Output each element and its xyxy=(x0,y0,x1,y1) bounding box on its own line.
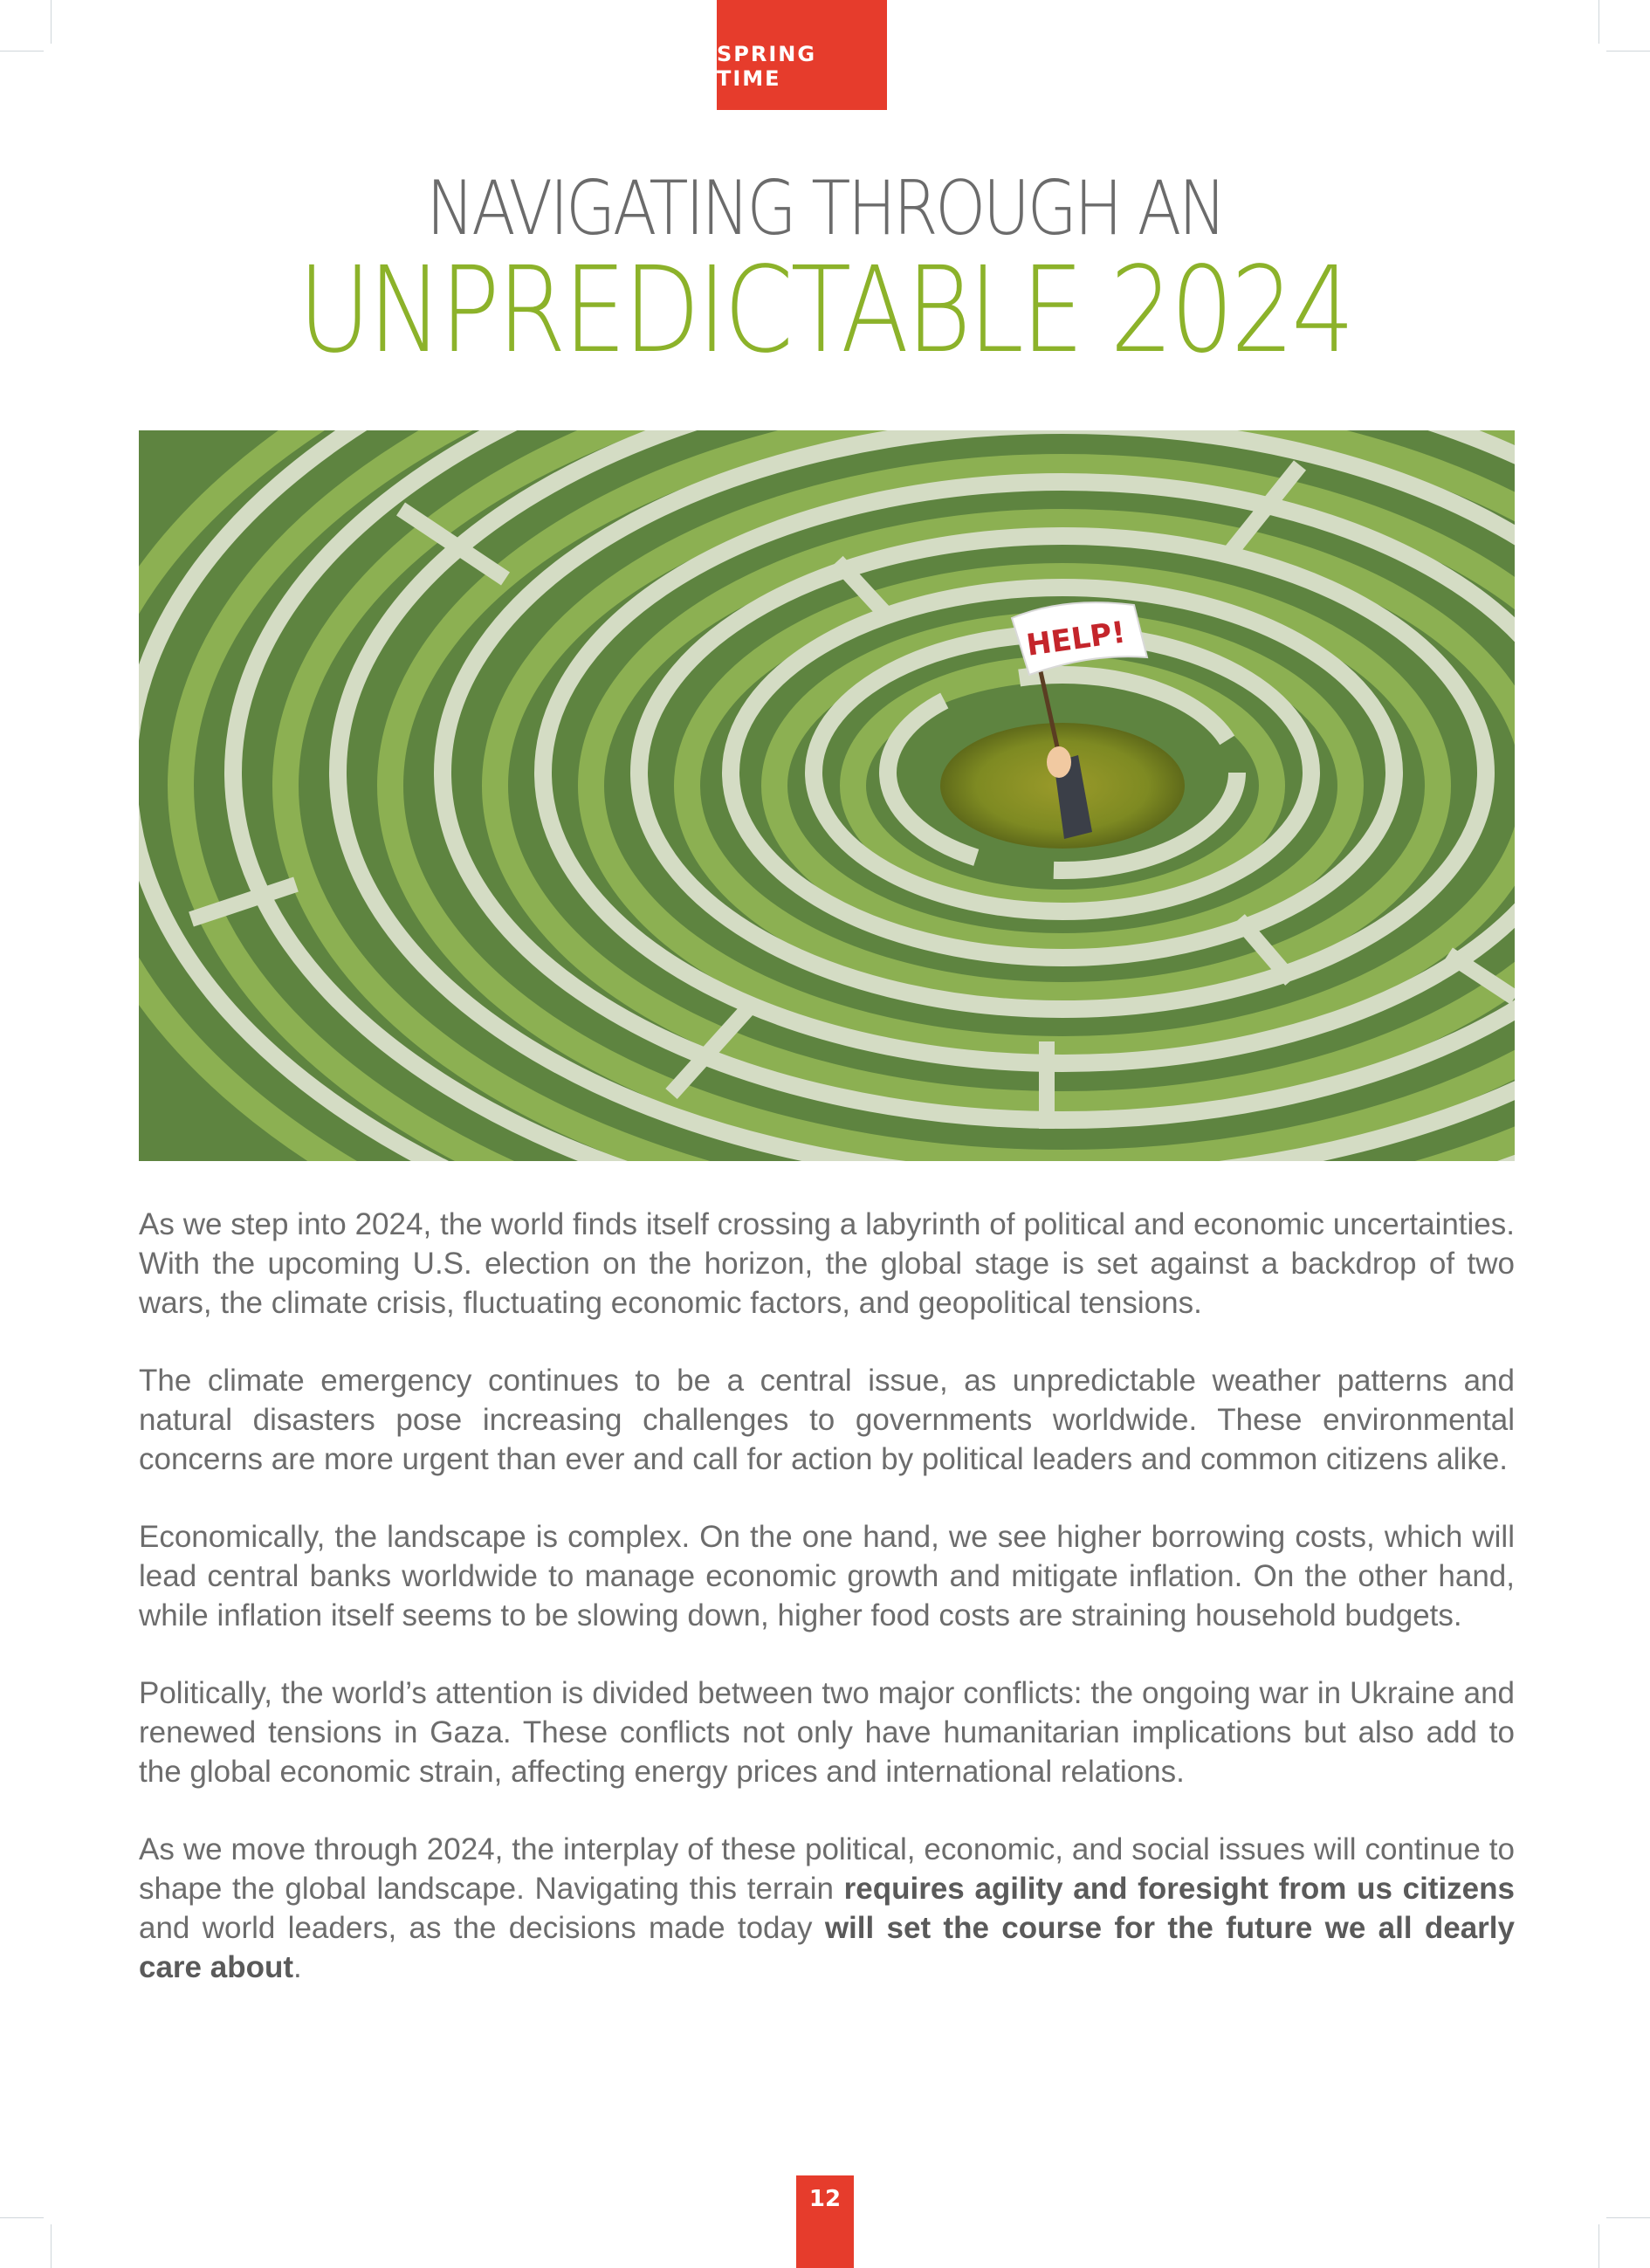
paragraph-5 xyxy=(139,1830,1515,1987)
page-number-tab xyxy=(796,2175,854,2268)
crop-mark-bl-h xyxy=(0,2217,44,2218)
maze-graphic xyxy=(139,430,1515,1161)
crop-mark-br-v xyxy=(1598,2224,1599,2268)
paragraph-5-bold-1: requires agility and foresight from us citizens xyxy=(843,1872,1515,1906)
article-body xyxy=(139,1205,1515,2025)
paragraph-2: The climate emergency continues to be a central issue, as unpredictable weather patterns and natural disasters pose increasing challenges to governments worldwide. These environmental concerns are more urgent than ever and call for action by political leaders and common citizens alike. xyxy=(139,1364,1515,1476)
paragraph-5-bold-2: will set the course for the future we all dearly care about xyxy=(139,1911,1515,1984)
crop-mark-tl-h xyxy=(0,51,44,52)
paragraph-1: As we step into 2024, the world finds itself crossing a labyrinth of political and economic uncertainties. With the upcoming U.S. election on the horizon, the global stage is set against a backdrop of two wars, the climate crisis, fluctuating economic factors, and geopolitical tensions. xyxy=(139,1207,1515,1320)
page-number: 12 xyxy=(808,2186,842,2212)
flag-text: HELP! xyxy=(1024,615,1128,663)
section-tab xyxy=(717,0,887,110)
maze-illustration xyxy=(139,430,1515,1161)
crop-mark-tr-v xyxy=(1598,0,1599,44)
headline-line-2: UNPREDICTABLE 2024 xyxy=(298,242,1352,380)
crop-mark-tl-v xyxy=(51,0,52,44)
section-label: SPRING TIME xyxy=(717,42,817,91)
crop-mark-br-h xyxy=(1606,2217,1650,2218)
paragraph-5-text-1: As we move through 2024, the interplay of these political, economic, and social issues will continue to shape the global landscape. Navigating this terrain xyxy=(139,1832,1515,1906)
paragraph-4: Politically, the world’s attention is divided between two major conflicts: the ongoing war in Ukraine and renewed tensions in Gaza. These conflicts not only have humanitarian implications but also add to the global economic strain, affecting energy prices and international relations. xyxy=(139,1676,1515,1789)
crop-mark-bl-v xyxy=(51,2224,52,2268)
paragraph-5-text-2: and world leaders, as the decisions made today xyxy=(139,1911,825,1945)
paragraph-3: Economically, the landscape is complex. On the one hand, we see higher borrowing costs, which will lead central banks worldwide to manage economic growth and mitigate inflation. On the other hand, while inflation itself seems to be slowing down, higher food costs are straining household budgets. xyxy=(139,1520,1515,1632)
headline-line-1: NAVIGATING THROUGH AN xyxy=(426,165,1224,252)
crop-mark-tr-h xyxy=(1606,51,1650,52)
paragraph-5-text-3: . xyxy=(293,1950,302,1984)
